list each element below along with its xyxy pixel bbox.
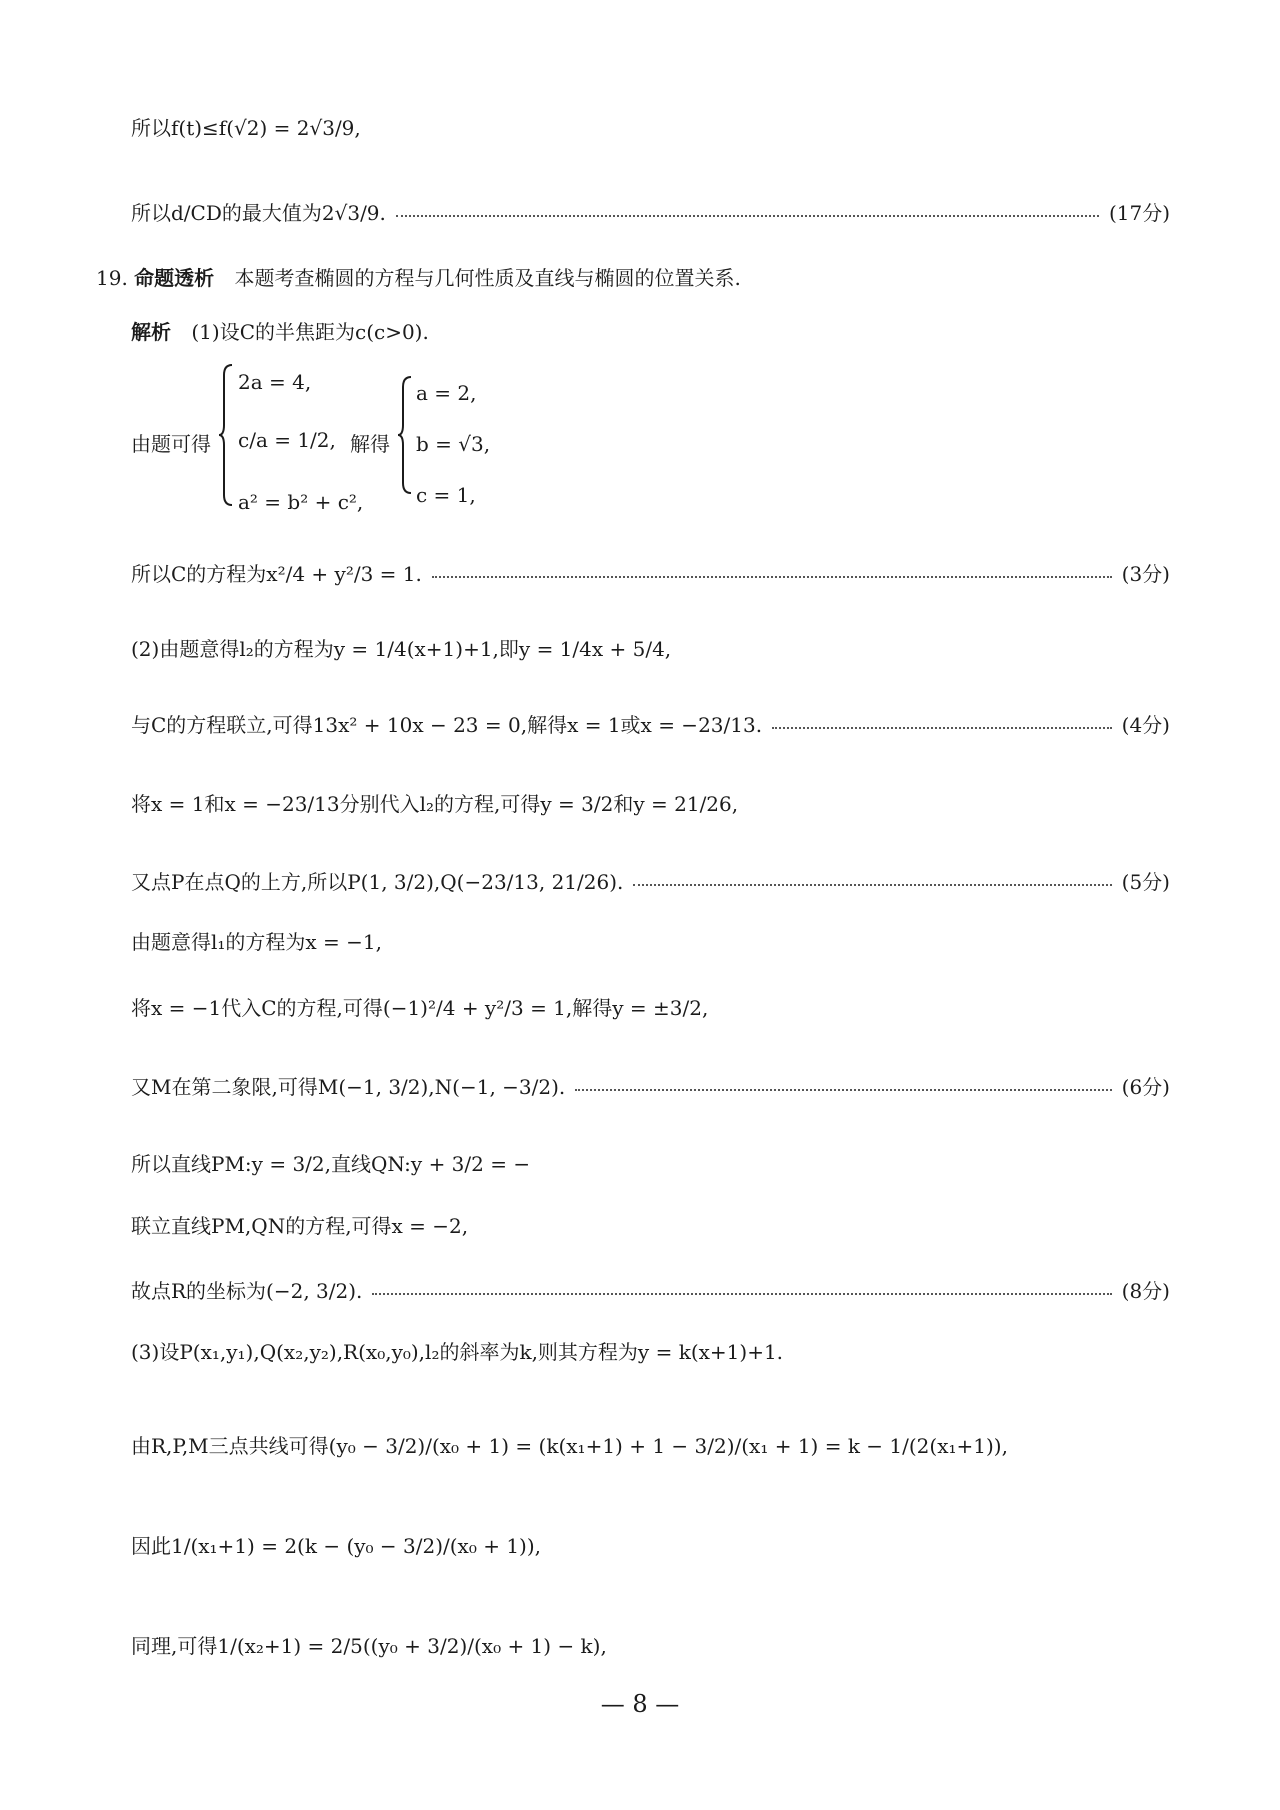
line-l1-equation (131, 926, 382, 955)
question-number: 19. (96, 266, 128, 290)
system-eq-3: a² = b² + c², (238, 490, 364, 514)
text-lines-pm-qn: 所以直线PM:y = 3/2,直线QN:y + 3/2 = − (131, 1152, 531, 1176)
dotted-leader (432, 576, 1112, 578)
text-l1-equation: 由题意得l₁的方程为x = −1, (131, 930, 383, 954)
line-point-r (131, 1275, 1170, 1304)
dotted-leader (575, 1089, 1111, 1091)
text-ellipse-equation: 所以C的方程为x²/4 + y²/3 = 1. (131, 562, 422, 586)
line-f-bound (131, 112, 361, 141)
line-therefore (131, 1530, 541, 1559)
score-17: (17分) (1108, 201, 1170, 225)
question-text: 本题考查椭圆的方程与几何性质及直线与椭圆的位置关系. (234, 266, 741, 290)
text-point-r: 故点R的坐标为(−2, 3/2). (131, 1279, 363, 1303)
text-similarly: 同理,可得1/(x₂+1) = 2/5((y₀ + 3/2)/(x₀ + 1) − k), (131, 1634, 607, 1658)
score-6: (6分) (1121, 1075, 1170, 1099)
dotted-leader (372, 1293, 1111, 1295)
solve-label: 解得 (350, 432, 390, 456)
line-intersection (131, 1210, 468, 1239)
solve-eq-3: c = 1, (416, 483, 476, 507)
question-19-header (96, 262, 741, 291)
solve-eq-2: b = √3, (416, 432, 491, 456)
text-collinear: 由R,P,M三点共线可得(y₀ − 3/2)/(x₀ + 1) = (k(x₁+1) + 1 − 3/2)/(x₁ + 1) = k − 1/(2(x₁+1)), (131, 1434, 1008, 1458)
text-substitute-x: 将x = −1代入C的方程,可得(−1)²/4 + y²/3 = 1,解得y = ±3/2, (131, 996, 709, 1020)
analysis-line (131, 316, 429, 345)
score-5: (5分) (1121, 870, 1170, 894)
line-collinear (131, 1430, 1008, 1459)
system-eq-2: c/a = 1/2, (238, 428, 336, 452)
text-points-mn: 又M在第二象限,可得M(−1, 3/2),N(−1, −3/2). (131, 1075, 566, 1099)
line-points-pq (131, 866, 1170, 895)
page-number: — 8 — (600, 1690, 680, 1718)
line-lines-pm-qn (131, 1148, 530, 1177)
system-eq-1: 2a = 4, (238, 370, 312, 394)
dotted-leader (772, 727, 1112, 729)
line-ellipse-equation (131, 558, 1170, 587)
line-l2-equation (131, 633, 671, 662)
analysis-text: (1)设C的半焦距为c(c>0). (191, 320, 429, 344)
analysis-label: 解析 (131, 320, 171, 344)
line-max-value (131, 197, 1170, 226)
line-similarly (131, 1630, 607, 1659)
text-f-bound: 所以f(t)≤f(√2) = 2√3/9, (131, 116, 361, 140)
line-substitute (131, 788, 738, 817)
text-points-pq: 又点P在点Q的上方,所以P(1, 3/2),Q(−23/13, 21/26). (131, 870, 624, 894)
score-4: (4分) (1121, 713, 1170, 737)
solve-brace (397, 375, 413, 495)
dotted-leader (633, 884, 1111, 886)
solve-eq-1: a = 2, (416, 381, 477, 405)
question-label: 命题透析 (134, 266, 215, 290)
text-therefore: 因此1/(x₁+1) = 2(k − (y₀ − 3/2)/(x₀ + 1)), (131, 1534, 542, 1558)
system-prefix: 由题可得 (131, 432, 211, 456)
text-l2-equation: (2)由题意得l₂的方程为y = 1/4(x+1)+1,即y = 1/4x + 5/4, (131, 637, 672, 661)
system-brace (218, 363, 234, 507)
score-3: (3分) (1121, 562, 1170, 586)
dotted-leader (396, 215, 1099, 217)
score-8: (8分) (1121, 1279, 1170, 1303)
line-part-3-setup (131, 1336, 783, 1365)
text-part-3-setup: (3)设P(x₁,y₁),Q(x₂,y₂),R(x₀,y₀),l₂的斜率为k,则其方程为y = k(x+1)+1. (131, 1340, 784, 1364)
line-points-mn (131, 1071, 1170, 1100)
line-combined-equation (131, 709, 1170, 738)
line-substitute-x (131, 992, 708, 1021)
text-combined-equation: 与C的方程联立,可得13x² + 10x − 23 = 0,解得x = 1或x = −23/13. (131, 713, 763, 737)
text-substitute: 将x = 1和x = −23/13分别代入l₂的方程,可得y = 3/2和y = 21/26, (131, 792, 739, 816)
text-max-value: 所以d/CD的最大值为2√3/9. (131, 201, 386, 225)
text-intersection: 联立直线PM,QN的方程,可得x = −2, (131, 1214, 469, 1238)
